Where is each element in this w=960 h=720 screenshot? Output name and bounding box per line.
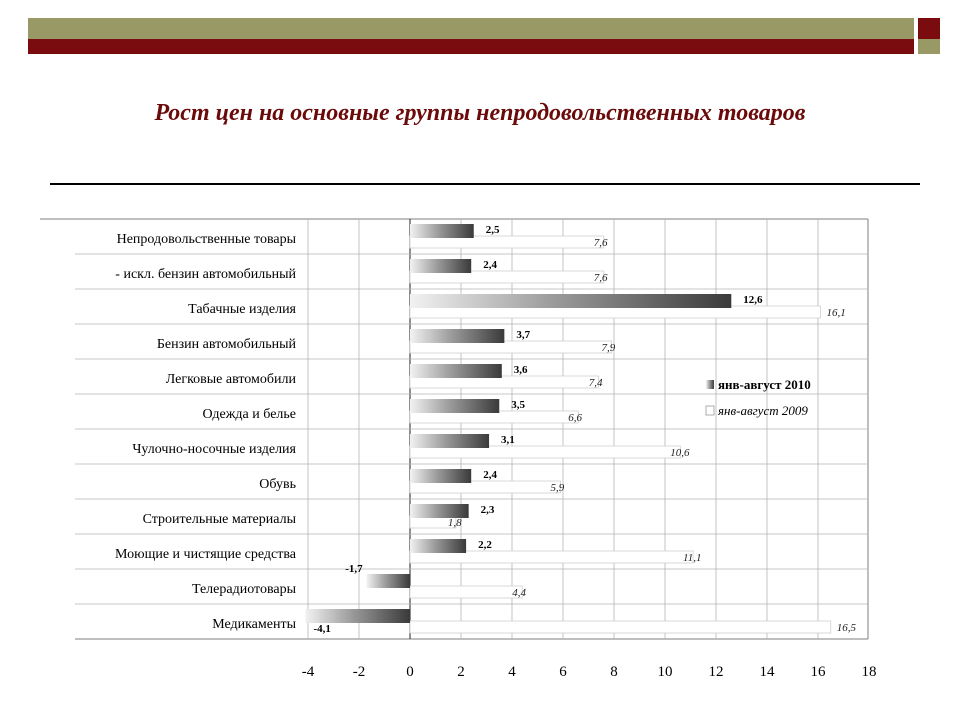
x-tick-label: -2 (352, 664, 366, 680)
category-label: Табачные изделия (188, 302, 296, 317)
value-label-2009: 11,1 (683, 552, 702, 564)
x-tick-label: 4 (508, 664, 516, 680)
legend-swatch-2010 (706, 380, 714, 389)
bar-2010 (305, 609, 410, 623)
value-label-2010: 2,3 (480, 504, 495, 516)
bar-2010 (410, 224, 474, 238)
legend-label-2009: янв-август 2009 (718, 403, 808, 418)
value-label-2009: 5,9 (550, 482, 565, 494)
bar-2009 (410, 586, 522, 598)
category-label: Моющие и чистящие средства (115, 547, 296, 562)
chart-legend (706, 377, 811, 418)
value-label-2009: 10,6 (670, 447, 690, 459)
value-label-2010: 3,6 (513, 364, 528, 376)
value-label-2010: -4,1 (313, 623, 331, 635)
value-label-2010: 12,6 (743, 294, 763, 306)
category-label: Строительные материалы (142, 512, 296, 527)
legend-label-2010: янв-август 2010 (718, 377, 811, 392)
value-label-2009: 16,1 (826, 307, 846, 319)
value-label-2009: 16,5 (836, 622, 856, 634)
x-tick-label: -4 (301, 664, 315, 680)
category-label: Легковые автомобили (165, 372, 296, 387)
x-tick-label: 6 (559, 664, 567, 680)
category-label: Обувь (259, 477, 296, 492)
x-tick-label: 18 (861, 664, 877, 680)
category-label: Телерадиотовары (191, 582, 296, 597)
bar-2010 (410, 259, 471, 273)
bar-2010 (410, 364, 502, 378)
bar-2010 (410, 469, 471, 483)
x-tick-label: 8 (610, 664, 618, 680)
value-label-2009: 7,6 (593, 237, 608, 249)
bar-2010 (410, 294, 731, 308)
category-label: Чулочно-носочные изделия (132, 442, 296, 457)
value-label-2010: 2,4 (483, 469, 497, 481)
x-tick-label: 16 (810, 664, 826, 680)
category-labels (115, 232, 297, 632)
bar-2010 (410, 504, 469, 518)
bar-2010 (410, 539, 466, 553)
value-label-2010: 3,5 (511, 399, 525, 411)
value-label-2010: 2,5 (485, 224, 500, 236)
bar-2010 (410, 434, 489, 448)
x-tick-label: 0 (406, 664, 414, 680)
bar-2010 (410, 399, 499, 413)
value-label-2010: 3,1 (501, 434, 515, 446)
value-label-2010: 3,7 (516, 329, 531, 341)
value-label-2009: 1,8 (447, 517, 462, 529)
x-tick-label: 2 (457, 664, 465, 680)
category-label: Одежда и белье (202, 407, 296, 422)
value-label-2009: 7,4 (588, 377, 603, 389)
value-label-2010: 2,2 (478, 539, 492, 551)
bar-2010 (410, 329, 504, 343)
category-label: Бензин автомобильный (156, 337, 296, 352)
series-2010-labels (313, 224, 763, 635)
x-tick-label: 10 (657, 664, 673, 680)
value-label-2009: 6,6 (568, 412, 583, 424)
category-label: Непродовольственные товары (116, 232, 296, 247)
category-label: Медикаменты (212, 617, 296, 632)
value-label-2009: 4,4 (512, 587, 526, 599)
page-title: Рост цен на основные группы непродовольственных товаров (154, 100, 806, 126)
x-tick-label: 12 (708, 664, 724, 680)
bar-2009 (410, 621, 831, 633)
value-label-2009: 7,6 (593, 272, 608, 284)
value-label-2010: -1,7 (345, 563, 363, 575)
category-label: - искл. бензин автомобильный (115, 267, 296, 282)
x-axis-ticks (302, 664, 877, 680)
value-label-2010: 2,4 (483, 259, 497, 271)
legend-swatch-2009 (706, 406, 714, 415)
value-label-2009: 7,9 (601, 342, 616, 354)
bar-2010 (367, 574, 410, 588)
x-tick-label: 14 (759, 664, 775, 680)
